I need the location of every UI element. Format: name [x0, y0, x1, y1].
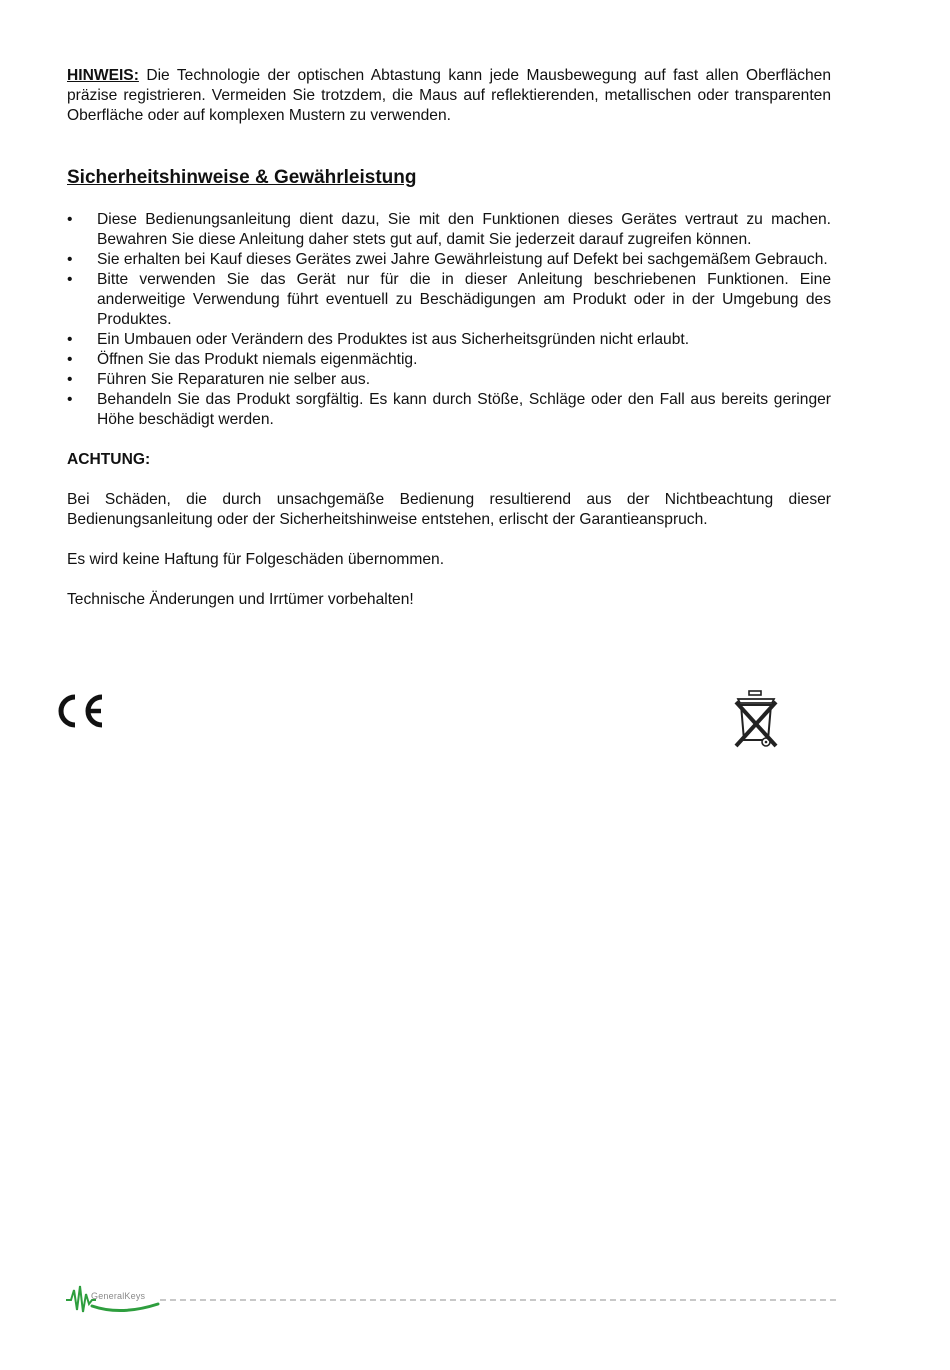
- liability-paragraph: Es wird keine Haftung für Folgeschäden übernommen.: [67, 551, 445, 568]
- list-item-text: Führen Sie Reparaturen nie selber aus.: [97, 371, 371, 388]
- list-item-text: Behandeln Sie das Produkt sorgfältig. Es kann durch Stöße, Schläge oder den Fall aus bereits geringer Höhe beschädigt werden.: [97, 391, 831, 428]
- bullet-glyph: •: [67, 271, 73, 288]
- list-item: [67, 390, 831, 430]
- warranty-paragraph: Bei Schäden, die durch unsachgemäße Bedienung resultierend aus der Nichtbeachtung dieser Bedienungsanleitung oder der Sicherheitshinweise entstehen, erlischt der Garantieanspruch.: [67, 491, 831, 528]
- hinweis-label: HINWEIS:: [67, 67, 139, 84]
- hinweis-paragraph: [67, 66, 831, 126]
- list-item-text: Öffnen Sie das Produkt niemals eigenmächtig.: [97, 351, 418, 368]
- ce-mark-icon: [55, 693, 107, 729]
- list-item-text: Bitte verwenden Sie das Gerät nur für die in dieser Anleitung beschriebenen Funktionen. Eine anderweitige Verwendung führt eventuell zu Beschädigungen am Produkt oder in der Umgebung des Produktes.: [97, 271, 831, 328]
- bullet-glyph: •: [67, 211, 73, 228]
- bullet-glyph: •: [67, 371, 73, 388]
- list-item: [67, 370, 831, 390]
- safety-bullet-list: [67, 210, 831, 430]
- achtung-heading: ACHTUNG:: [67, 451, 151, 468]
- bullet-glyph: •: [67, 251, 73, 268]
- list-item-text: Sie erhalten bei Kauf dieses Gerätes zwei Jahre Gewährleistung auf Defekt bei sachgemäßem Gebrauch.: [97, 251, 828, 268]
- document-body: [67, 66, 831, 610]
- list-item: [67, 330, 831, 350]
- page-footer: [66, 1282, 836, 1318]
- list-item: [67, 270, 831, 330]
- section-title: Sicherheitshinweise & Gewährleistung: [67, 167, 417, 188]
- list-item: [67, 350, 831, 370]
- changes-paragraph: Technische Änderungen und Irrtümer vorbehalten!: [67, 591, 414, 608]
- bullet-glyph: •: [67, 391, 73, 408]
- bullet-glyph: •: [67, 351, 73, 368]
- bullet-glyph: •: [67, 331, 73, 348]
- crossed-out-wheelie-bin-icon: [732, 690, 780, 752]
- list-item-text: Ein Umbauen oder Verändern des Produktes ist aus Sicherheitsgründen nicht erlaubt.: [97, 331, 690, 348]
- list-item: [67, 210, 831, 250]
- list-item-text: Diese Bedienungsanleitung dient dazu, Sie mit den Funktionen dieses Gerätes vertraut zu machen. Bewahren Sie diese Anleitung daher stets gut auf, damit Sie jederzeit darauf zugreifen können.: [97, 211, 831, 248]
- footer-divider: [160, 1299, 836, 1301]
- footer-logo-text: GeneralKeys: [91, 1291, 146, 1301]
- hinweis-text: Die Technologie der optischen Abtastung kann jede Mausbewegung auf fast allen Oberflächen präzise registrieren. Vermeiden Sie trotzdem, die Maus auf reflektierenden, metallischen oder transparenten Oberfläche oder auf komplexen Mustern zu verwenden.: [67, 67, 831, 124]
- list-item: [67, 250, 831, 270]
